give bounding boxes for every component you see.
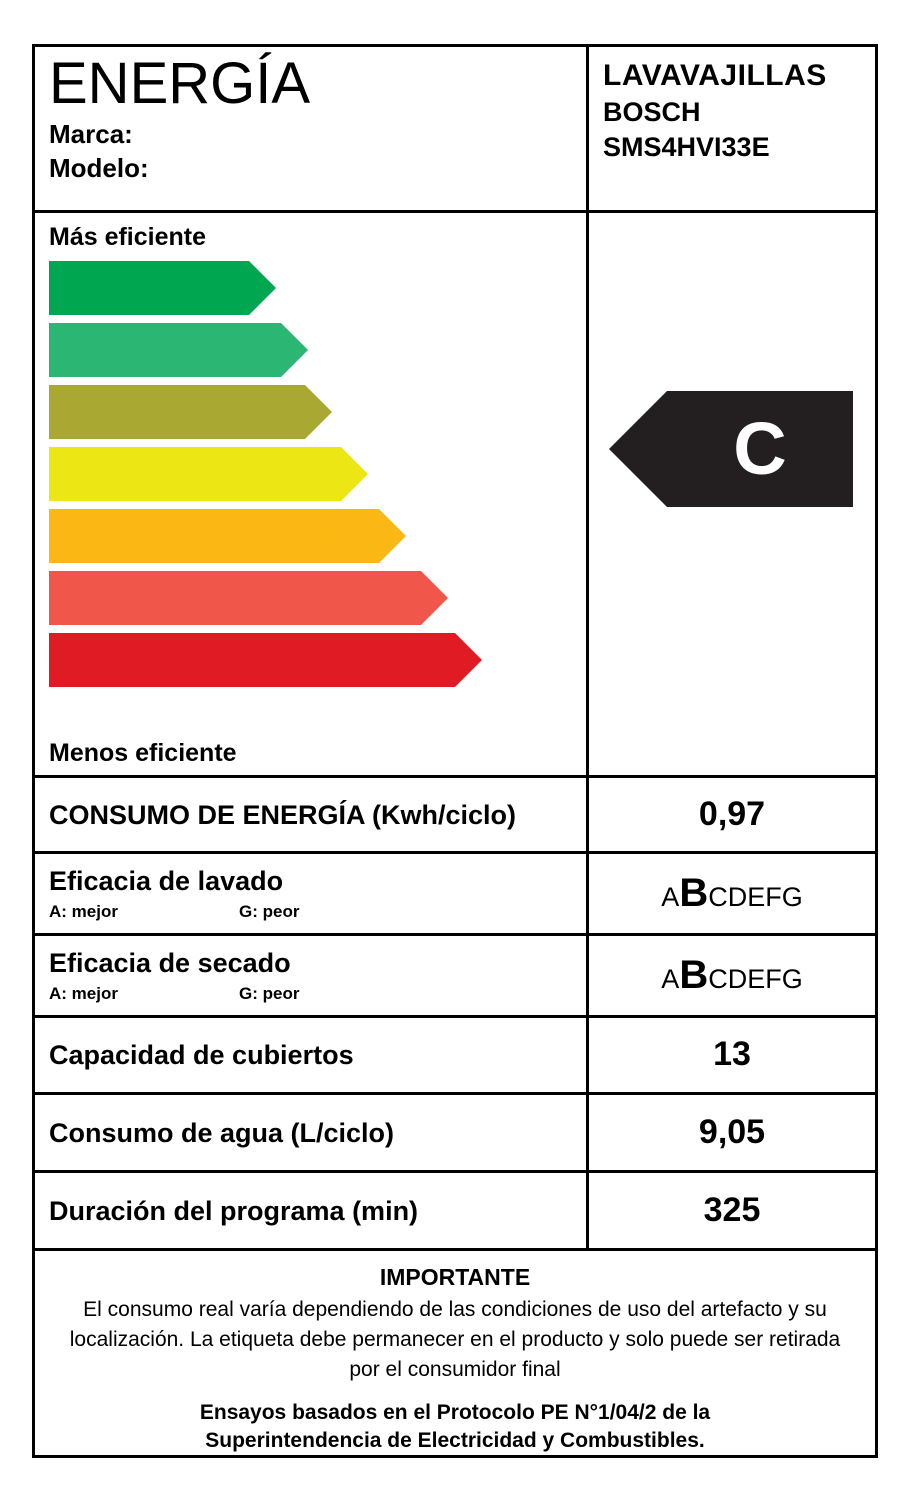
row-label-cell [35,1173,589,1248]
brand-label: Marca: [49,119,133,149]
table-row-duration [35,1173,875,1251]
grade-post: CDEFG [708,963,803,994]
row-subtitle [49,984,586,1004]
efficiency-bar-a [49,261,249,315]
bar-tip [341,447,368,501]
important-footer [65,1399,845,1455]
important-footer-line2: Superintendencia de Electricidad y Combustibles. [205,1429,705,1452]
efficiency-bar-g [49,633,455,687]
grade-selected: B [679,870,709,915]
row-label-cell [35,778,589,851]
header-left-block [35,47,589,210]
row-title: Eficacia de lavado [49,866,284,897]
bar-letter: E [319,514,345,557]
row-value: 325 [703,1191,761,1230]
bar-row [49,443,586,505]
best-hint: A: mejor [49,984,118,1004]
grade-selected: B [679,952,709,997]
row-title: Capacidad de cubiertos [49,1039,354,1070]
most-efficient-label: Más eficiente [49,222,207,251]
row-label-cell [35,936,589,1015]
bar-row [49,629,586,691]
table-row-energy [35,778,875,854]
efficiency-bar-e [49,509,379,563]
row-title: Duración del programa (min) [49,1195,419,1226]
selected-class-letter: C [733,406,787,490]
table-row-capacity [35,1018,875,1096]
row-title: CONSUMO DE ENERGÍA (Kwh/ciclo) [49,799,517,830]
efficiency-bar-b [49,323,281,377]
bar-letter: C [243,390,271,433]
row-value-cell [589,1173,875,1248]
model-value: SMS4HVI33E [603,132,770,162]
efficiency-bars [49,257,586,691]
row-value-cell [589,778,875,851]
row-value: 13 [713,1035,751,1074]
bar-letter: A [187,266,215,309]
row-value-cell [589,854,875,933]
table-row-drying [35,936,875,1018]
bar-tip [305,385,332,439]
bar-tip [379,509,406,563]
table-row-washing [35,854,875,936]
efficiency-bar-c [49,385,305,439]
label-header [35,47,875,213]
efficiency-bar-d [49,447,341,501]
worst-hint: G: peor [239,902,300,922]
bar-letter: F [363,576,387,619]
bar-tip [421,571,448,625]
selected-class-panel [589,213,875,776]
bar-row [49,567,586,629]
bar-letter: D [279,452,307,495]
row-label-cell [35,854,589,933]
grade-pre: A [661,881,680,912]
energy-label-card [32,44,878,1458]
important-footer-line1: Ensayos basados en el Protocolo PE N°1/04/2 de la [199,1401,711,1424]
row-value: 0,97 [698,795,766,834]
least-efficient-label: Menos eficiente [49,739,237,768]
page-title: ENERGÍA [49,51,311,116]
important-body: El consumo real varía dependiendo de las condiciones de uso del artefacto y su localización. La etiqueta debe permanecer en el producto y solo puede ser retirada por el consumidor final [69,1298,841,1381]
bar-letter: B [219,328,247,371]
bar-row [49,381,586,443]
worst-hint: G: peor [239,984,300,1004]
bar-tip [281,323,308,377]
wash-grade-scale [661,871,802,916]
efficiency-bars-panel [35,213,589,776]
row-value: 9,05 [698,1113,766,1152]
row-title: Eficacia de secado [49,948,291,979]
efficiency-scale-section [35,213,875,779]
grade-pre: A [661,963,680,994]
bar-row [49,257,586,319]
row-value-cell [589,1018,875,1093]
appliance-type: LAVAVAJILLAS [603,59,827,92]
row-label-cell [35,1018,589,1093]
selected-class-arrow [667,391,853,507]
arrow-point-icon [609,391,667,507]
important-notice [35,1251,875,1455]
row-value-cell [589,1095,875,1170]
header-right-block [589,47,875,210]
bar-row [49,319,586,381]
row-value-cell [589,936,875,1015]
bar-row [49,505,586,567]
row-label-cell [35,1095,589,1170]
brand-value: BOSCH [603,97,701,127]
grade-post: CDEFG [708,881,803,912]
table-row-water [35,1095,875,1173]
row-title: Consumo de agua (L/ciclo) [49,1117,395,1148]
important-title: IMPORTANTE [379,1264,531,1290]
bar-tip [249,261,276,315]
best-hint: A: mejor [49,902,118,922]
dry-grade-scale [661,953,802,998]
bar-tip [455,633,482,687]
row-subtitle [49,902,586,922]
bar-letter: G [391,638,421,681]
efficiency-bar-f [49,571,421,625]
model-label: Modelo: [49,153,149,183]
